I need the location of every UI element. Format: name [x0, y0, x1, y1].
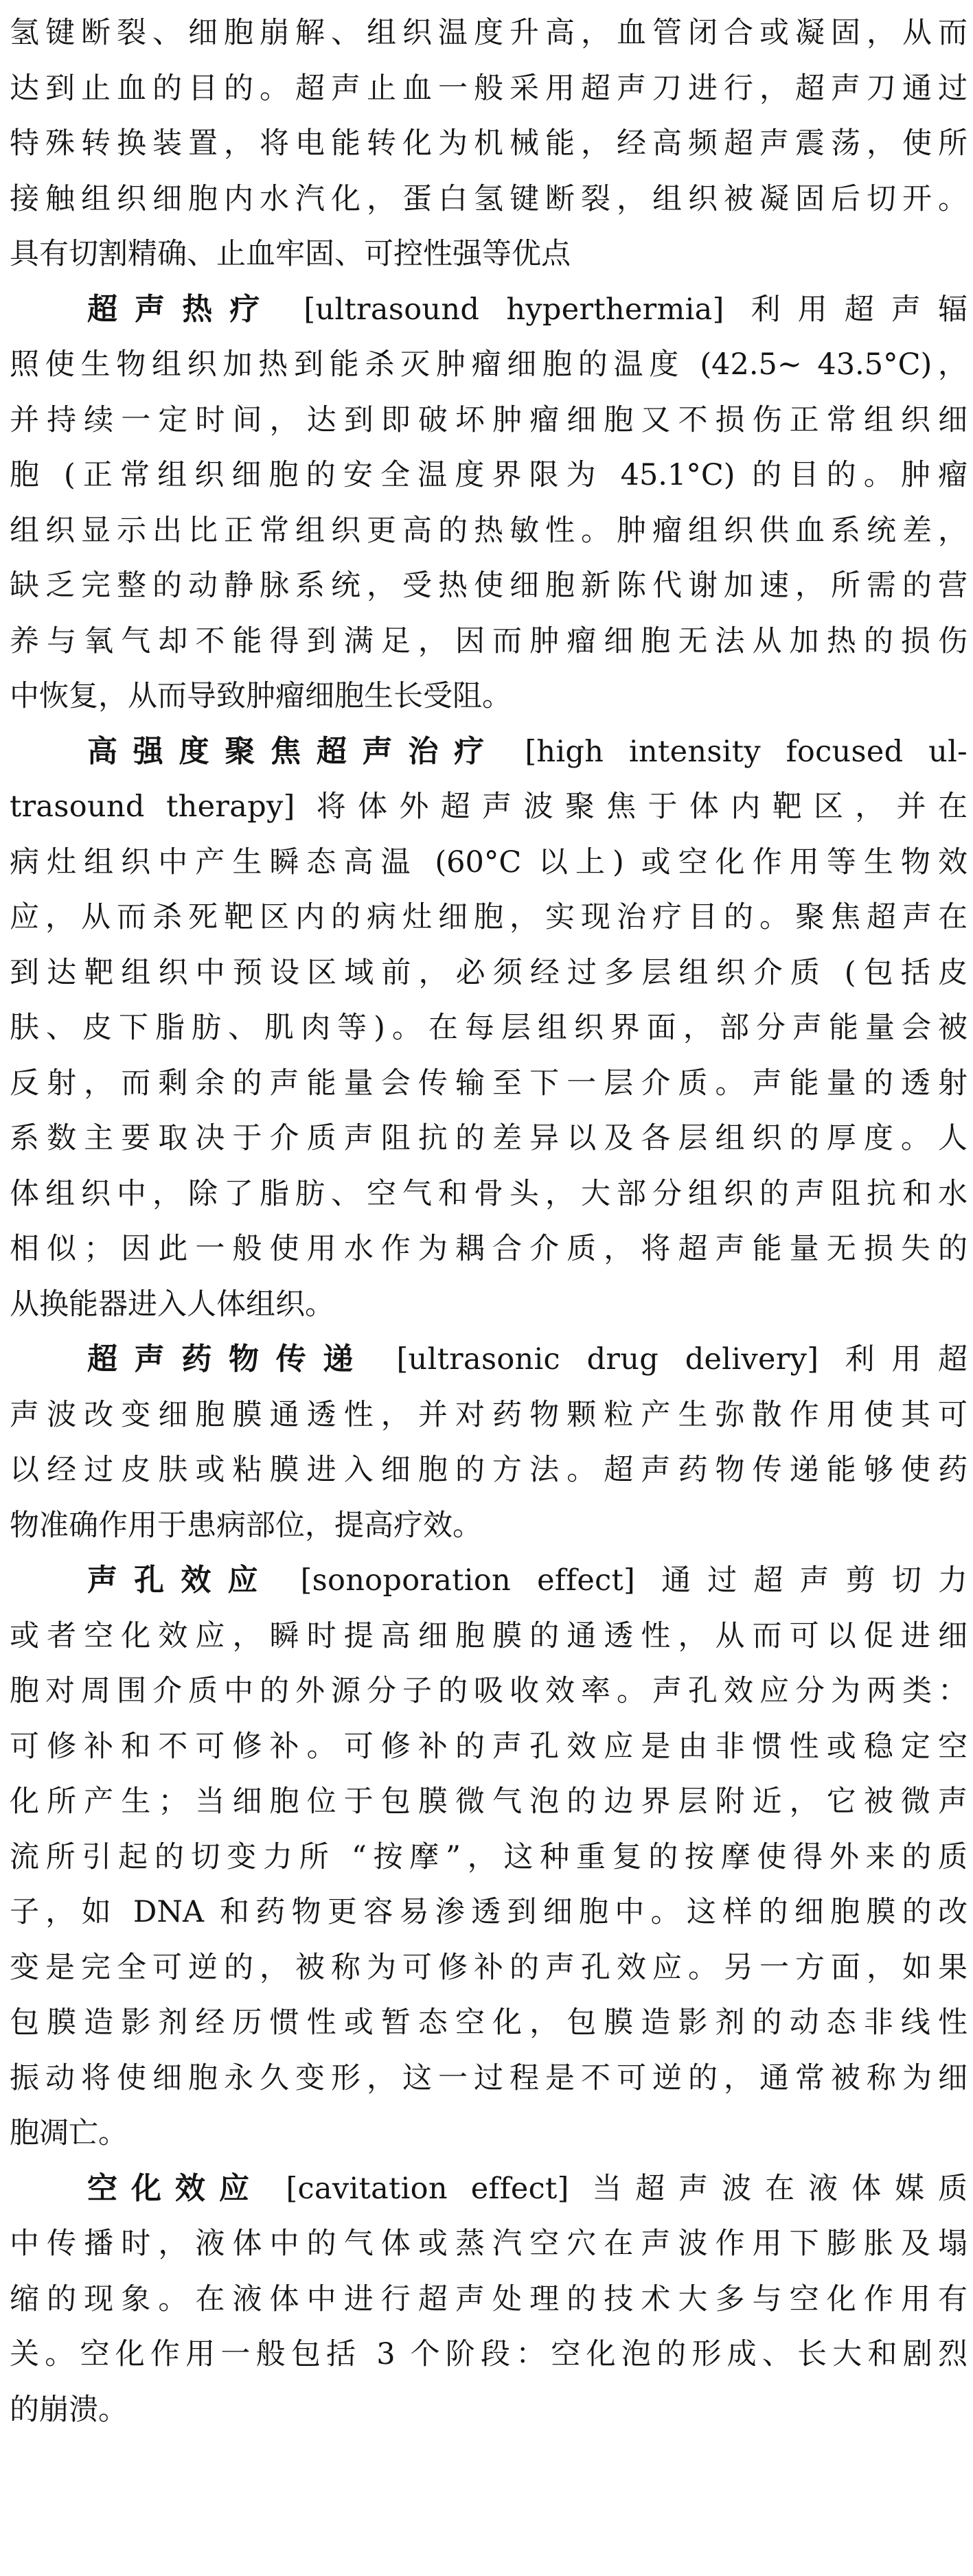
text-line: 病灶组织中产生瞬态高温 (60°C 以上) 或空化作用等生物效: [10, 844, 968, 879]
entry-english-term: [ultrasonic drug delivery]: [396, 1342, 819, 1377]
text-line: 化所产生；当细胞位于包膜微气泡的边界层附近，它被微声: [10, 1784, 968, 1819]
entry-cavitation-effect: [10, 2161, 968, 2438]
text-line: 关。空化作用一般包括 3 个阶段：空化泡的形成、长大和剧烈: [10, 2337, 968, 2371]
text-line: 特殊转换装置，将电能转化为机械能，经高频超声震荡，使所: [10, 126, 968, 161]
text-line: 物准确作用于患病部位，提高疗效。: [10, 1508, 482, 1543]
text-line: 子，如 DNA 和药物更容易渗透到细胞中。这样的细胞膜的改: [10, 1895, 968, 1929]
text-line: 达到止血的目的。超声止血一般采用超声刀进行，超声刀通过: [10, 71, 968, 106]
entry-second-line: [10, 779, 968, 835]
text-line: 相似；因此一般使用水作为耦合介质，将超声能量无损失的: [10, 1232, 968, 1266]
text-line: 的崩溃。: [10, 2392, 128, 2427]
text-line: 接触组织细胞内水汽化，蛋白氢键断裂，组织被凝固后切开。: [10, 181, 968, 216]
intro-paragraph: [10, 5, 968, 282]
entry-text: 通过超声剪切力: [661, 1563, 968, 1598]
text-line: 到达靶组织中预设区域前，必须经过多层组织介质 (包括皮: [10, 955, 968, 990]
text-line: 氢键断裂、细胞崩解、组织温度升高，血管闭合或凝固，从而: [10, 16, 968, 50]
entry-sonoporation-effect: [10, 1553, 968, 2161]
entry-term: 高强度聚焦超声治疗: [87, 733, 500, 769]
entry-ultrasonic-drug-delivery: [10, 1332, 968, 1553]
text-line: 缩的现象。在液体中进行超声处理的技术大多与空化作用有: [10, 2281, 968, 2316]
text-line: 中传播时，液体中的气体或蒸汽空穴在声波作用下膨胀及塌: [10, 2227, 968, 2261]
entry-first-line: [10, 1553, 968, 1609]
entry-term: 超声热疗: [87, 291, 277, 327]
entry-hifu: [10, 724, 968, 1333]
text-line: 养与氧气却不能得到满足，因而肿瘤细胞无法从加热的损伤: [10, 623, 968, 658]
entry-text: 利用超声辐: [751, 292, 968, 327]
text-line: 肤、皮下脂肪、肌肉等)。在每层组织界面，部分声能量会被: [10, 1011, 968, 1045]
text-line: 照使生物组织加热到能杀灭肿瘤细胞的温度 (42.5∼ 43.5°C)，: [10, 347, 968, 382]
entry-first-line: [10, 2161, 968, 2217]
text-line: 反射，而剩余的声能量会传输至下一层介质。声能量的透射: [10, 1066, 968, 1101]
entry-term: 声孔效应: [87, 1563, 275, 1598]
entry-english-term: [high intensity focused ul-: [525, 734, 968, 769]
entry-term: 超声药物传递: [87, 1342, 371, 1377]
text-line: 从换能器进入人体组织。: [10, 1287, 334, 1322]
text-line: 振动将使细胞永久变形，这一过程是不可逆的，通常被称为细: [10, 2060, 968, 2095]
entry-first-line: [10, 1332, 968, 1388]
entry-ultrasound-hyperthermia: [10, 282, 968, 724]
text-line: 包膜造影剂经历惯性或暂态空化，包膜造影剂的动态非线性: [10, 2005, 968, 2040]
text-line: 或者空化效应，瞬时提高细胞膜的通透性，从而可以促进细: [10, 1618, 968, 1653]
entry-text: 当超声波在液体媒质: [592, 2171, 968, 2206]
text-line: 系数主要取决于介质声阻抗的差异以及各层组织的厚度。人: [10, 1121, 968, 1155]
text-line: 具有切割精确、止血牢固、可控性强等优点: [10, 237, 571, 271]
text-line: 中恢复，从而导致肿瘤细胞生长受阻。: [10, 679, 512, 713]
text-line: 应，从而杀死靶区内的病灶细胞，实现治疗目的。聚焦超声在: [10, 900, 968, 934]
text-line: 缺乏完整的动静脉系统，受热使细胞新陈代谢加速，所需的营: [10, 568, 968, 603]
entry-first-line: [10, 282, 968, 338]
text-line: 胞对周围介质中的外源分子的吸收效率。声孔效应分为两类：: [10, 1674, 968, 1708]
text-line: 体组织中，除了脂肪、空气和骨头，大部分组织的声阻抗和水: [10, 1176, 968, 1211]
text-line: 以经过皮肤或粘膜进入细胞的方法。超声药物传递能够使药: [10, 1453, 968, 1487]
text-line: 变是完全可逆的，被称为可修补的声孔效应。另一方面，如果: [10, 1950, 968, 1985]
entry-english-term-continued: trasound therapy]: [10, 790, 295, 824]
text-line: 并持续一定时间，达到即破坏肿瘤细胞又不损伤正常组织细: [10, 402, 968, 437]
entry-text: 将体外超声波聚焦于体内靶区，并在: [316, 790, 968, 824]
text-line: 胞 (正常组织细胞的安全温度界限为 45.1°C) 的目的。肿瘤: [10, 458, 968, 492]
text-line: 可修补和不可修补。可修补的声孔效应是由非惯性或稳定空: [10, 1729, 968, 1764]
text-line: 流所引起的切变力所 “按摩”，这种重复的按摩使得外来的质: [10, 1839, 968, 1874]
entry-english-term: [ultrasound hyperthermia]: [304, 292, 724, 327]
entry-english-term: [sonoporation effect]: [300, 1563, 636, 1598]
entry-term: 空化效应: [87, 2170, 263, 2206]
text-line: 组织显示出比正常组织更高的热敏性。肿瘤组织供血系统差，: [10, 513, 968, 548]
entry-english-term: [cavitation effect]: [286, 2171, 569, 2206]
entry-first-line: [10, 724, 968, 780]
text-line: 声波改变细胞膜通透性，并对药物颗粒产生弥散作用使其可: [10, 1397, 968, 1432]
entry-text: 利用超: [845, 1342, 968, 1377]
text-line: 胞凋亡。: [10, 2116, 128, 2150]
